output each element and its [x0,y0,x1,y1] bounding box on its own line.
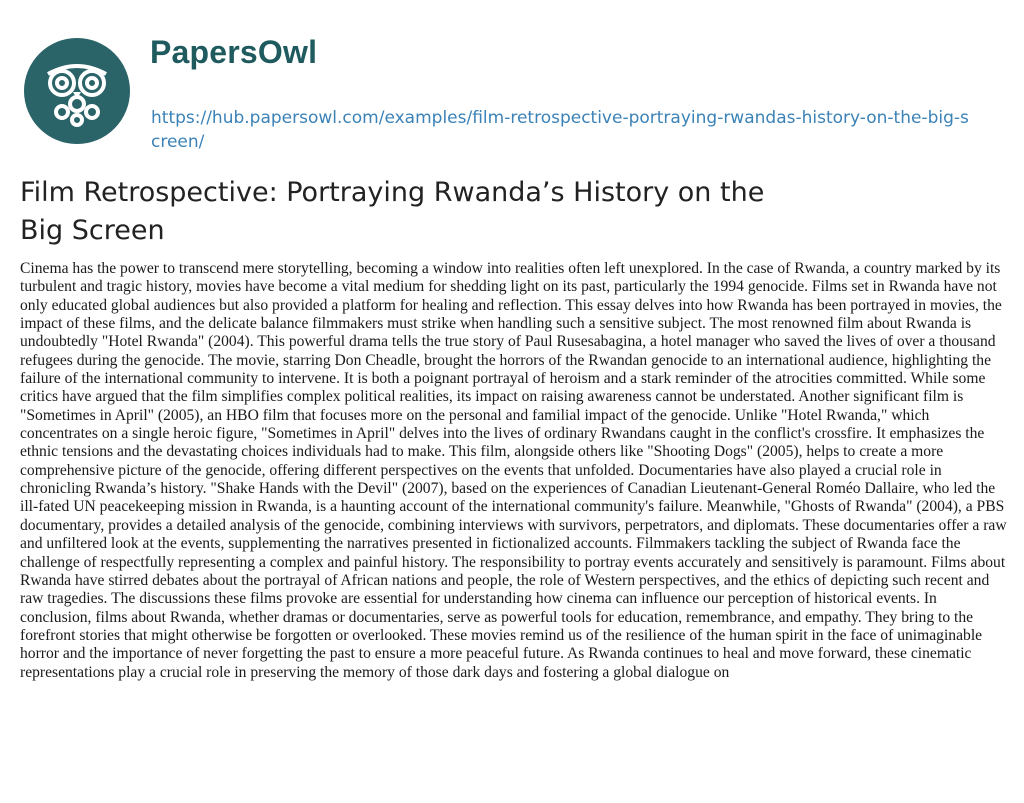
essay-body: Cinema has the power to transcend mere storytelling, becoming a window into realities often left unexplored. In the case of Rwanda, a country marked by its turbulent and tragic history, movies have become a vital medium for shedding light on its past, particularly the 1994 genocide. Films set in Rwanda have not only educated global audiences but also provided a platform for healing and reflection. This essay delves into how Rwanda has been portrayed in movies, the impact of these films, and the delicate balance filmmakers must strike when handling such a sensitive subject. The most renowned film about Rwanda is undoubtedly "Hotel Rwanda" (2004). This powerful drama tells the true story of Paul Rusesabagina, a hotel manager who saved the lives of over a thousand refugees during the genocide. The movie, starring Don Cheadle, brought the horrors of the Rwandan genocide to an international audience, highlighting the failure of the international community to intervene. It is both a poignant portrayal of heroism and a stark reminder of the atrocities committed. While some critics have argued that the film simplifies complex political realities, its impact on raising awareness cannot be understated. Another significant film is "Sometimes in April" (2005), an HBO film that focuses more on the personal and familial impact of the genocide. Unlike "Hotel Rwanda," which concentrates on a single heroic figure, "Sometimes in April" delves into the lives of ordinary Rwandans caught in the conflict's crossfire. It emphasizes the ethnic tensions and the devastating choices individuals had to make. This film, alongside others like "Shooting Dogs" (2005), helps to create a more comprehensive picture of the genocide, offering different perspectives on the events that unfolded. Documentaries have also played a crucial role in chronicling Rwanda’s history. "Shake Hands with the Devil" (2007), based on the experiences of Canadian Lieutenant-General Roméo Dallaire, who led the ill-fated UN peacekeeping mission in Rwanda, is a haunting account of the international community's failure. Meanwhile, "Ghosts of Rwanda" (2004), a PBS documentary, provides a detailed analysis of the genocide, combining interviews with survivors, perpetrators, and diplomats. These documentaries offer a raw and unfiltered look at the events, supplementing the narratives presented in fictionalized accounts. Filmmakers tackling the subject of Rwanda face the challenge of respectfully representing a complex and painful history. The responsibility to portray events accurately and sensitively is paramount. Films about Rwanda have stirred debates about the portrayal of African nations and people, the role of Western perspectives, and the ethics of depicting such recent and raw tragedies. The discussions these films provoke are essential for understanding how cinema can influence our perception of historical events. In conclusion, films about Rwanda, whether dramas or documentaries, serve as powerful tools for education, remembrance, and empathy. They bring to the forefront stories that might otherwise be forgotten or overlooked. These movies remind us of the resilience of the human spirit in the face of unimaginable horror and the importance of never forgetting the past to ensure a more peaceful future. As Rwanda continues to heal and move forward, these cinematic representations play a crucial role in preserving the memory of those dark days and fostering a global dialogue on [20,260,1007,681]
essay-title: Film Retrospective: Portraying Rwanda’s History on the Big Screen [20,177,765,246]
brand-name[interactable]: PapersOwl [150,34,318,70]
site-header [24,28,1004,158]
source-url-link[interactable]: https://hub.papersowl.com/examples/film-retrospective-portraying-rwandas-history-on-the-big-screen/ [151,108,969,152]
owl-logo-icon [24,38,130,144]
